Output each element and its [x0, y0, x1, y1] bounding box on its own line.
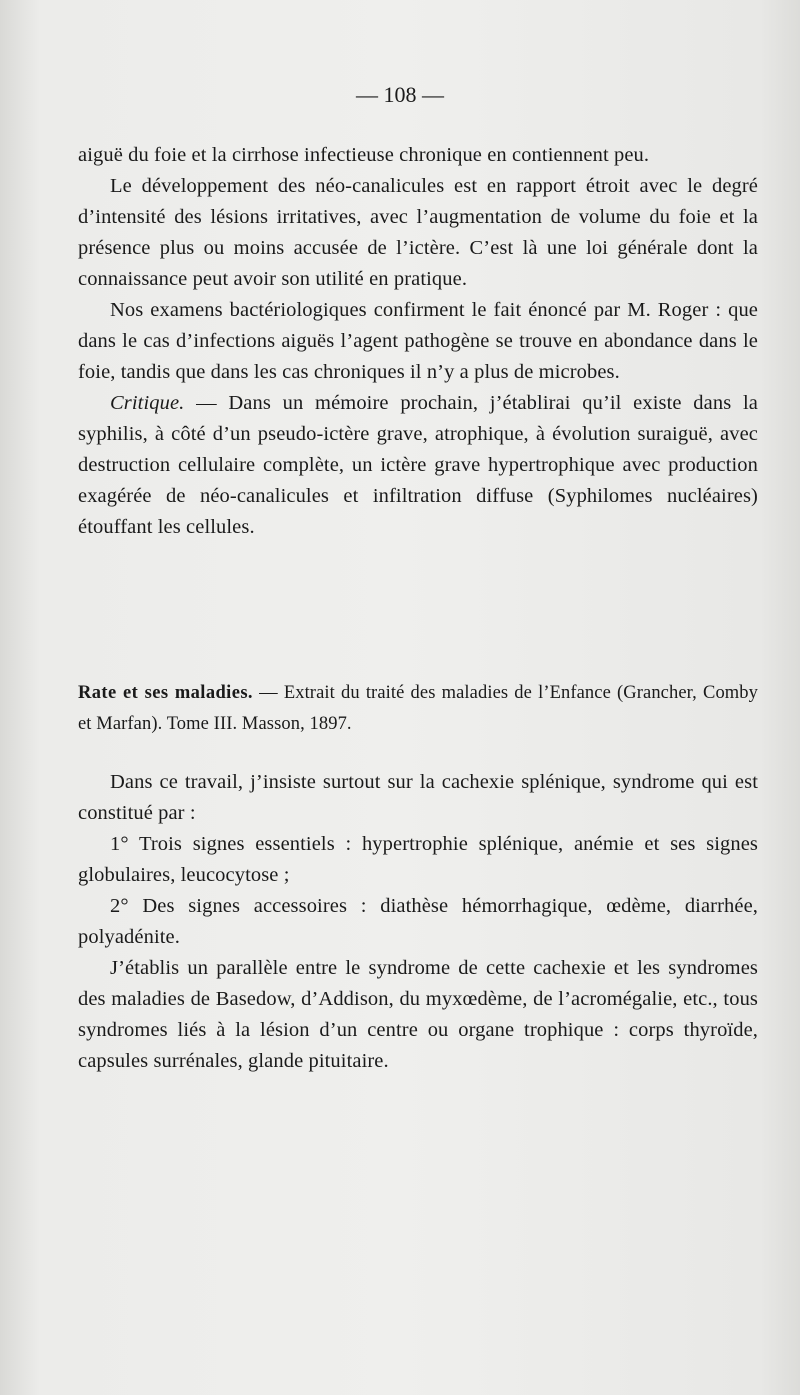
paragraph-signes-essentiels: 1° Trois signes essentiels : hypertrophie splénique, anémie et ses signes globulaires, leucocytose ;: [78, 833, 758, 886]
paragraph-critique: [78, 388, 758, 543]
paragraph-parallele: J’établis un parallèle entre le syndrome de cette cachexie et les syndromes des maladies de Basedow, d’Addison, du myxœdème, de l’acromégalie, etc., tous syndromes liés à la lésion d’un centre ou organe trophique : corps thyroïde, capsules surrénales, glande pituitaire.: [78, 957, 758, 1072]
paragraph-neo-canalicules: Le développement des néo-canalicules est en rapport étroit avec le degré d’intensité des lésions irritatives, avec l’augmentation de volume du foie et la présence plus ou moins accusée de l’ictère. C’est là une loi générale dont la connaissance peut avoir son utilité en pratique.: [78, 175, 758, 290]
critique-text: — Dans un mémoire prochain, j’établirai qu’il existe dans la syphilis, à côté d’un pseudo-ictère grave, atrophique, à évolution suraiguë, avec destruction cellulaire complète, un ictère grave hypertrophique avec production exagérée de néo-canalicules et infiltration diffuse (Syphilomes nucléaires) étouffant les cellules.: [78, 392, 758, 538]
paragraph-bacteriology: Nos examens bactériologiques confirment le fait énoncé par M. Roger : que dans le cas d’infections aiguës l’agent pathogène se trouve en abondance dans le foie, tandis que dans les cas chroniques il n’y a plus de microbes.: [78, 299, 758, 383]
paragraph-continuation: aiguë du foie et la cirrhose infectieuse chronique en contiennent peu.: [78, 144, 650, 166]
entry-title: Rate et ses maladies.: [78, 683, 253, 703]
section-liver-text: [78, 140, 758, 543]
entry-line: [78, 678, 758, 740]
paragraph-signes-accessoires: 2° Des signes accessoires : diathèse hémorrhagique, œdème, diarrhée, polyadénite.: [78, 895, 758, 948]
paragraph-cachexie: Dans ce travail, j’insiste surtout sur la cachexie splénique, syndrome qui est constitué par :: [78, 771, 758, 824]
bibliography-entry: [78, 678, 758, 740]
page-number: — 108 —: [356, 82, 444, 107]
critique-label: Critique.: [110, 392, 185, 414]
section-spleen-text: [78, 767, 758, 1077]
entry-reference: — Extrait du traité des maladies de l’Enfance (Grancher, Comby et Marfan). Tome III. Masson, 1897.: [78, 683, 758, 734]
